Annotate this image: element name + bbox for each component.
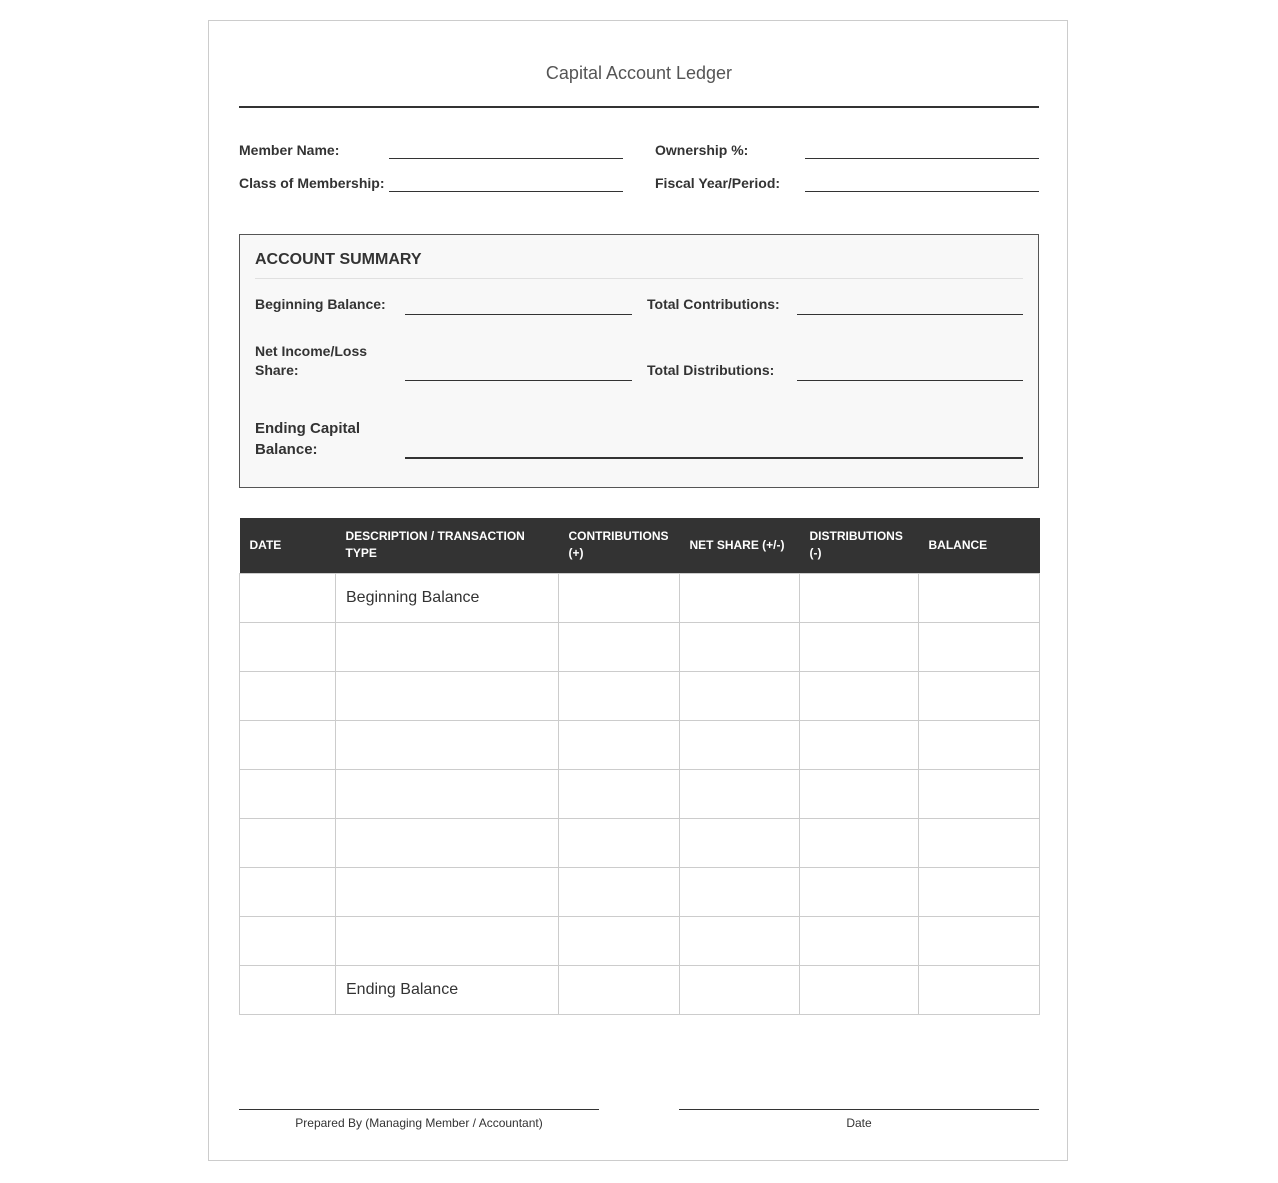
- description-cell[interactable]: [336, 818, 559, 867]
- distributions-cell[interactable]: [800, 622, 919, 671]
- table-row: [240, 573, 1040, 622]
- description-cell[interactable]: Beginning Balance: [336, 573, 559, 622]
- balance-cell[interactable]: [919, 818, 1040, 867]
- beginning-balance-field[interactable]: [405, 314, 632, 315]
- net-share-cell[interactable]: [680, 916, 800, 965]
- distributions-cell[interactable]: [800, 867, 919, 916]
- column-header-balance: BALANCE: [919, 518, 1040, 573]
- table-row: [240, 916, 1040, 965]
- account-summary-title: ACCOUNT SUMMARY: [255, 251, 422, 268]
- distributions-cell[interactable]: [800, 916, 919, 965]
- net-income-loss-label: Net Income/Loss Share:: [255, 343, 368, 378]
- balance-cell[interactable]: [919, 867, 1040, 916]
- distributions-cell[interactable]: [800, 573, 919, 622]
- balance-cell[interactable]: [919, 916, 1040, 965]
- net-share-cell[interactable]: [680, 720, 800, 769]
- date-signature-line[interactable]: [679, 1109, 1039, 1110]
- description-cell[interactable]: [336, 720, 559, 769]
- table-row: [240, 622, 1040, 671]
- description-cell[interactable]: [336, 769, 559, 818]
- ledger-page: [208, 20, 1068, 1161]
- balance-cell[interactable]: [919, 671, 1040, 720]
- net-income-loss-field[interactable]: [405, 380, 632, 381]
- column-header-date: DATE: [240, 518, 336, 573]
- summary-divider: [255, 278, 1023, 279]
- contributions-cell[interactable]: [559, 818, 680, 867]
- table-row: [240, 867, 1040, 916]
- contributions-cell[interactable]: [559, 916, 680, 965]
- table-row: [240, 671, 1040, 720]
- member-name-label: Member Name:: [239, 142, 340, 158]
- net-share-cell[interactable]: [680, 769, 800, 818]
- description-cell[interactable]: [336, 622, 559, 671]
- ending-capital-balance-label: Ending Capital Balance:: [255, 420, 360, 458]
- ledger-header-row: [240, 518, 1040, 573]
- description-cell[interactable]: Ending Balance: [336, 965, 559, 1014]
- beginning-balance-label: Beginning Balance:: [255, 296, 386, 312]
- total-distributions-field[interactable]: [797, 380, 1023, 381]
- balance-cell[interactable]: [919, 965, 1040, 1014]
- distributions-cell[interactable]: [800, 671, 919, 720]
- fiscal-year-label: Fiscal Year/Period:: [655, 175, 781, 191]
- balance-cell[interactable]: [919, 769, 1040, 818]
- ledger-table: [239, 518, 1040, 1015]
- net-share-cell[interactable]: [680, 867, 800, 916]
- total-contributions-field[interactable]: [797, 314, 1023, 315]
- contributions-cell[interactable]: [559, 573, 680, 622]
- balance-cell[interactable]: [919, 573, 1040, 622]
- contributions-cell[interactable]: [559, 965, 680, 1014]
- distributions-cell[interactable]: [800, 965, 919, 1014]
- account-summary-box: [239, 234, 1039, 488]
- date-cell[interactable]: [240, 573, 336, 622]
- fiscal-year-field[interactable]: [805, 191, 1039, 192]
- date-cell[interactable]: [240, 769, 336, 818]
- balance-cell[interactable]: [919, 622, 1040, 671]
- table-row: [240, 965, 1040, 1014]
- contributions-cell[interactable]: [559, 622, 680, 671]
- date-cell[interactable]: [240, 720, 336, 769]
- net-share-cell[interactable]: [680, 965, 800, 1014]
- contributions-cell[interactable]: [559, 769, 680, 818]
- ownership-field[interactable]: [805, 158, 1039, 159]
- balance-cell[interactable]: [919, 720, 1040, 769]
- table-row: [240, 769, 1040, 818]
- title-divider: [239, 106, 1039, 108]
- distributions-cell[interactable]: [800, 818, 919, 867]
- prepared-by-signature-line[interactable]: [239, 1109, 599, 1110]
- column-header-net-share: NET SHARE (+/-): [680, 518, 800, 573]
- net-share-cell[interactable]: [680, 818, 800, 867]
- net-share-cell[interactable]: [680, 671, 800, 720]
- total-contributions-label: Total Contributions:: [647, 296, 780, 312]
- ownership-label: Ownership %:: [655, 142, 749, 158]
- date-cell[interactable]: [240, 965, 336, 1014]
- column-header-distributions: DISTRIBUTIONS (-): [800, 518, 919, 573]
- column-header-contributions: CONTRIBUTIONS (+): [559, 518, 680, 573]
- contributions-cell[interactable]: [559, 867, 680, 916]
- ledger-body: [240, 573, 1040, 1014]
- column-header-description: DESCRIPTION / TRANSACTION TYPE: [336, 518, 559, 573]
- contributions-cell[interactable]: [559, 720, 680, 769]
- ending-capital-balance-field[interactable]: [405, 457, 1023, 459]
- table-row: [240, 818, 1040, 867]
- prepared-by-label: Prepared By (Managing Member / Accountant): [295, 1116, 543, 1130]
- description-cell[interactable]: [336, 867, 559, 916]
- date-cell[interactable]: [240, 622, 336, 671]
- date-cell[interactable]: [240, 916, 336, 965]
- total-distributions-label: Total Distributions:: [647, 362, 775, 378]
- description-cell[interactable]: [336, 916, 559, 965]
- distributions-cell[interactable]: [800, 769, 919, 818]
- page-title: Capital Account Ledger: [545, 63, 733, 83]
- table-row: [240, 720, 1040, 769]
- description-cell[interactable]: [336, 671, 559, 720]
- contributions-cell[interactable]: [559, 671, 680, 720]
- class-of-membership-label: Class of Membership:: [239, 175, 385, 191]
- distributions-cell[interactable]: [800, 720, 919, 769]
- date-cell[interactable]: [240, 867, 336, 916]
- member-name-field[interactable]: [389, 158, 623, 159]
- net-share-cell[interactable]: [680, 573, 800, 622]
- date-label: Date: [846, 1116, 872, 1130]
- class-of-membership-field[interactable]: [389, 191, 623, 192]
- date-cell[interactable]: [240, 818, 336, 867]
- date-cell[interactable]: [240, 671, 336, 720]
- net-share-cell[interactable]: [680, 622, 800, 671]
